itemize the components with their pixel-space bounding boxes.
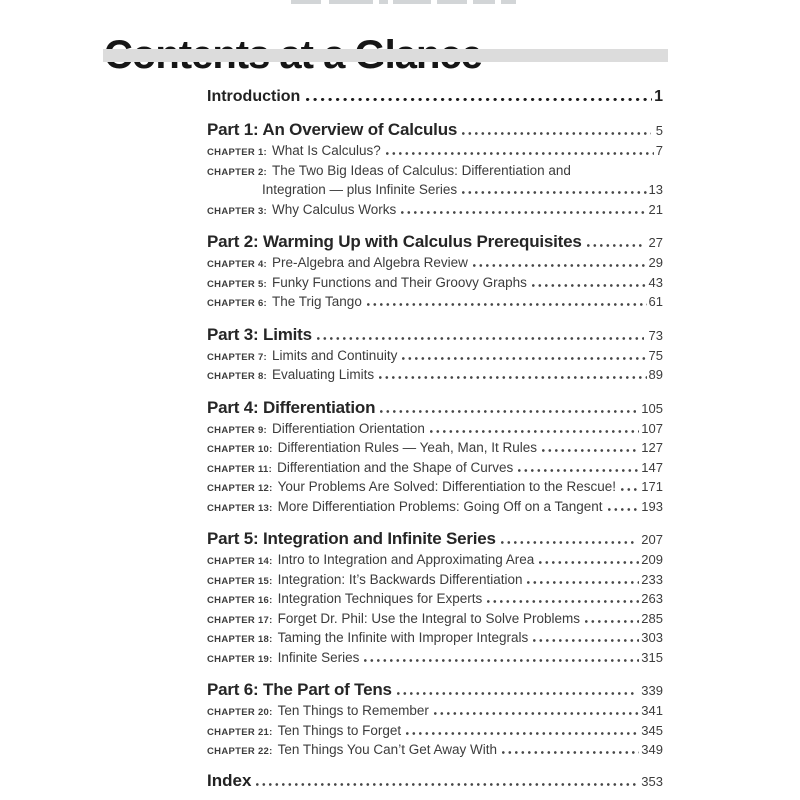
- chapter-entry: [207, 650, 663, 670]
- dot-leader: [533, 639, 639, 642]
- page-number: 27: [648, 235, 663, 250]
- chapter-title: Intro to Integration and Approximating Area: [277, 552, 535, 567]
- dot-leader: [397, 692, 637, 695]
- dot-leader: [608, 508, 640, 511]
- part-heading: [207, 325, 663, 348]
- chapter-number-label: CHAPTER 21:: [207, 726, 273, 738]
- part-heading: [207, 680, 663, 703]
- chapter-number-label: CHAPTER 15:: [207, 575, 273, 587]
- chapter-line: [207, 611, 663, 631]
- dot-leader: [430, 430, 639, 433]
- page-number: 209: [641, 552, 663, 567]
- dot-leader: [364, 659, 639, 662]
- chapter-line: [207, 202, 663, 222]
- chapter-entry: [207, 421, 663, 441]
- dot-leader: [532, 284, 647, 287]
- chapter-title: What Is Calculus?: [272, 143, 381, 158]
- table-of-contents: [207, 88, 663, 793]
- chapter-title: Pre-Algebra and Algebra Review: [272, 255, 468, 270]
- chapter-title: Taming the Infinite with Improper Integrals: [277, 630, 529, 645]
- chapter-line: [207, 742, 663, 762]
- chapter-title: Ten Things You Can’t Get Away With: [277, 742, 497, 757]
- dot-leader: [501, 541, 636, 544]
- chapter-line: [207, 630, 663, 650]
- page-number: 21: [648, 201, 663, 217]
- chapter-number-label: CHAPTER 19:: [207, 653, 273, 665]
- chapter-line: [207, 650, 663, 670]
- chapter-number-label: CHAPTER 10:: [207, 444, 273, 455]
- chapter-number-label: CHAPTER 3:: [207, 205, 268, 217]
- chapter-entry: [207, 703, 663, 723]
- chapter-entry: [207, 572, 663, 592]
- chapter-title: Differentiation Orientation: [272, 420, 425, 436]
- toc-part-section: [207, 398, 663, 519]
- toc-part-section: [207, 325, 663, 387]
- part-title: Part 4: Differentiation: [207, 397, 376, 417]
- chapter-line: [207, 294, 663, 314]
- page-number: 127: [641, 440, 663, 455]
- page-number: 73: [648, 327, 663, 343]
- chapter-line: [207, 348, 663, 368]
- chapter-entry: [207, 294, 663, 314]
- dot-leader: [462, 191, 646, 194]
- dot-leader: [402, 357, 646, 360]
- page-number: 7: [655, 143, 663, 158]
- page-number: 193: [641, 498, 663, 514]
- dot-leader: [386, 152, 654, 155]
- chapter-entry: [207, 591, 663, 611]
- part-heading: [207, 529, 663, 552]
- chapter-title: Ten Things to Remember: [277, 703, 429, 718]
- chapter-line: [207, 163, 663, 183]
- chapter-entry: [207, 143, 663, 163]
- toc-part-section: [207, 529, 663, 669]
- chapter-entry: [207, 440, 663, 460]
- dot-leader: [462, 132, 651, 135]
- toc-sections: [207, 120, 663, 762]
- chapter-number-label: CHAPTER 16:: [207, 595, 273, 606]
- chapter-line: [207, 255, 663, 275]
- chapter-entry: [207, 742, 663, 762]
- dot-leader: [379, 376, 646, 379]
- page-number: 207: [641, 532, 663, 547]
- page-number: 89: [648, 367, 663, 382]
- part-title: Part 5: Integration and Infinite Series: [207, 529, 496, 548]
- chapter-line: [207, 275, 663, 295]
- entry-label: Index: [207, 770, 252, 790]
- chapter-entry: [207, 367, 663, 387]
- dot-leader: [406, 732, 639, 735]
- chapter-entry: [207, 348, 663, 368]
- chapter-entry: [207, 163, 663, 202]
- chapter-title: Why Calculus Works: [272, 201, 397, 217]
- title-underline-bar: [103, 49, 668, 62]
- page-number: 61: [648, 294, 663, 309]
- chapter-number-label: CHAPTER 5:: [207, 278, 268, 290]
- dot-leader: [306, 98, 652, 102]
- chapter-entry: [207, 479, 663, 499]
- page-number: 75: [648, 347, 663, 363]
- dot-leader: [367, 303, 647, 306]
- chapter-line: [207, 460, 663, 480]
- chapter-number-label: CHAPTER 12:: [207, 483, 273, 494]
- dot-leader: [587, 244, 644, 247]
- page-number: 285: [641, 610, 663, 626]
- chapter-number-label: CHAPTER 20:: [207, 707, 273, 718]
- page-number: 13: [648, 182, 663, 197]
- chapter-line: [207, 552, 663, 572]
- toc-part-section: [207, 680, 663, 762]
- cropped-text-fragment: [0, 0, 800, 6]
- chapter-title: The Trig Tango: [272, 294, 362, 309]
- chapter-entry: [207, 630, 663, 650]
- toc-entry-introduction: [207, 88, 663, 109]
- chapter-number-label: CHAPTER 11:: [207, 463, 273, 475]
- page-number: 1: [654, 88, 663, 105]
- page-number: 353: [641, 773, 663, 789]
- chapter-number-label: CHAPTER 22:: [207, 746, 273, 757]
- chapter-title: Ten Things to Forget: [277, 722, 402, 738]
- chapter-title: Integration: It’s Backwards Differentiation: [277, 571, 523, 587]
- part-title: Part 2: Warming Up with Calculus Prerequisites: [207, 232, 582, 251]
- chapter-title: Infinite Series: [277, 649, 360, 665]
- part-title: Part 6: The Part of Tens: [207, 680, 392, 699]
- part-heading: [207, 120, 663, 143]
- dot-leader: [401, 211, 646, 214]
- page-number: 171: [641, 479, 663, 494]
- chapter-line: [207, 703, 663, 723]
- chapter-title: Your Problems Are Solved: Differentiation to the Rescue!: [277, 479, 617, 494]
- chapter-title: Differentiation and the Shape of Curves: [277, 459, 514, 475]
- chapter-number-label: CHAPTER 7:: [207, 351, 268, 363]
- chapter-title-continued: Integration — plus Infinite Series: [262, 182, 458, 197]
- page-number: 105: [641, 400, 663, 416]
- chapter-entry: [207, 552, 663, 572]
- part-heading: [207, 398, 663, 421]
- page-number: 339: [641, 683, 663, 698]
- chapter-entry: [207, 202, 663, 222]
- dot-leader: [473, 264, 647, 267]
- toc-entry-index: [207, 771, 663, 793]
- chapter-line: [207, 440, 663, 460]
- dot-leader: [380, 410, 636, 413]
- chapter-line: [207, 572, 663, 592]
- page-number: 43: [648, 274, 663, 290]
- toc-part-section: [207, 232, 663, 314]
- chapter-title: Integration Techniques for Experts: [277, 591, 483, 606]
- chapter-entry: [207, 723, 663, 743]
- page-number: 315: [641, 649, 663, 665]
- chapter-title: The Two Big Ideas of Calculus: Differentiation and: [272, 162, 571, 178]
- dot-leader: [434, 712, 639, 715]
- page-number: 345: [641, 722, 663, 738]
- entry-label: Introduction: [207, 88, 301, 105]
- page-number: 349: [641, 742, 663, 757]
- chapter-number-label: CHAPTER 6:: [207, 298, 268, 309]
- part-title: Part 3: Limits: [207, 324, 312, 344]
- page-number: 107: [641, 420, 663, 436]
- chapter-title: Differentiation Rules — Yeah, Man, It Rules: [277, 440, 537, 455]
- chapter-entry: [207, 460, 663, 480]
- chapter-number-label: CHAPTER 14:: [207, 556, 273, 567]
- chapter-title: Forget Dr. Phil: Use the Integral to Solve Problems: [277, 610, 580, 626]
- dot-leader: [502, 751, 639, 754]
- dot-leader: [621, 488, 639, 491]
- chapter-line: [207, 143, 663, 163]
- chapter-number-label: CHAPTER 2:: [207, 166, 268, 178]
- page-number: 29: [648, 255, 663, 270]
- chapter-line: [207, 479, 663, 499]
- dot-leader: [256, 783, 639, 786]
- dot-leader: [539, 561, 639, 564]
- chapter-number-label: CHAPTER 4:: [207, 259, 268, 270]
- chapter-title: Evaluating Limits: [272, 367, 375, 382]
- toc-part-section: [207, 120, 663, 221]
- chapter-number-label: CHAPTER 1:: [207, 147, 268, 158]
- chapter-line: [207, 367, 663, 387]
- chapter-title: Funky Functions and Their Groovy Graphs: [272, 274, 527, 290]
- page-number: 5: [655, 123, 663, 138]
- chapter-number-label: CHAPTER 17:: [207, 614, 273, 626]
- chapter-number-label: CHAPTER 8:: [207, 371, 268, 382]
- chapter-number-label: CHAPTER 18:: [207, 634, 273, 645]
- chapter-number-label: CHAPTER 13:: [207, 502, 273, 514]
- dot-leader: [585, 620, 639, 623]
- part-title: Part 1: An Overview of Calculus: [207, 120, 458, 139]
- chapter-number-label: CHAPTER 9:: [207, 424, 268, 436]
- chapter-title: Limits and Continuity: [272, 347, 398, 363]
- chapter-entry: [207, 255, 663, 275]
- chapter-entry: [207, 275, 663, 295]
- page-number: 303: [641, 630, 663, 645]
- dot-leader: [542, 449, 639, 452]
- page-number: 263: [641, 591, 663, 606]
- dot-leader: [487, 600, 639, 603]
- dot-leader: [317, 337, 644, 340]
- chapter-entry: [207, 611, 663, 631]
- chapter-line: [207, 499, 663, 519]
- chapter-entry: [207, 499, 663, 519]
- chapter-line-continued: [207, 182, 663, 202]
- chapter-line: [207, 421, 663, 441]
- chapter-line: [207, 723, 663, 743]
- page-number: 147: [641, 459, 663, 475]
- dot-leader: [527, 581, 639, 584]
- page-number: 341: [641, 703, 663, 718]
- page-number: 233: [641, 571, 663, 587]
- dot-leader: [518, 469, 639, 472]
- chapter-title: More Differentiation Problems: Going Off on a Tangent: [277, 498, 603, 514]
- part-heading: [207, 232, 663, 255]
- chapter-line: [207, 591, 663, 611]
